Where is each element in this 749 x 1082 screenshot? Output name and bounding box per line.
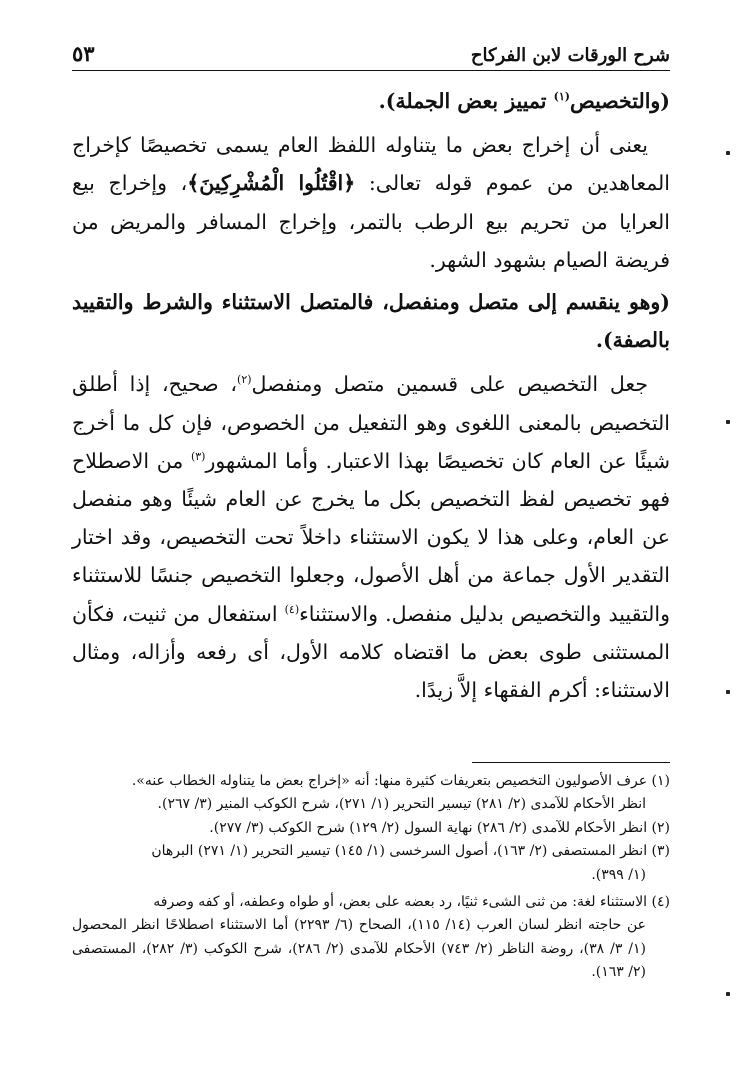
header-rule [72, 70, 670, 71]
commentary-text: يعنى أن إخراج بعض ما يتناوله اللفظ العام يسمى تخصيصًا كإخراج المعاهدين من عموم قوله تعالى: [72, 133, 670, 196]
footnote-ref-2: (٢) [237, 373, 252, 387]
footnote-3-continued: (١/ ٣٩٩). [591, 866, 646, 883]
footnote-1-continued: انظر الأحكام للآمدى (٢/ ٢٨١) تيسير التحرير (١/ ٢٧١)، شرح الكوكب المنير (٣/ ٢٦٧). [157, 796, 646, 813]
footnote-ref-1: (١) [553, 90, 570, 104]
margin-mark [726, 151, 730, 155]
commentary-paragraph-1 [72, 126, 670, 279]
margin-mark [726, 690, 730, 694]
footnote-4: (٤) الاستثناء لغة: من ثنى الشىء ثنيًا، رد بعضه على بعض، أو طواه وعطفه، أو كفه وصرفه [153, 894, 670, 911]
footnote-ref-4: (٤) [284, 602, 300, 616]
footnote-rule [472, 762, 670, 763]
matn-paragraph-2: (وهو ينقسم إلى متصل ومنفصل، فالمتصل الاستثناء والشرط والتقييد بالصفة). [72, 290, 670, 353]
quran-verse: ﴿اقْتُلُوا الْمُشْرِكِينَ﴾ [187, 171, 356, 196]
matn-text: (والتخصيص [569, 89, 670, 113]
commentary-paragraph-2 [72, 365, 670, 709]
main-text [72, 82, 670, 709]
footnote-ref-3: (٣) [190, 450, 206, 463]
page-number: ٥٣ [72, 41, 95, 66]
footnote-4-continued: عن حاجته انظر لسان العرب (١٤/ ١١٥)، الصحاح (٦/ ٢٢٩٣) أما الاستثناء اصطلاحًا انظر المحصول (١/ ٣/ ٣٨)، روضة الناظر (٢/ ٧٤٣) الأحكام للآمدى (٢/ ٢٨٦)، شرح الكوكب (٣/ ٢٨٢)، المستصفى (٢/ ١٦٣). [72, 917, 647, 981]
commentary-text: من الاصطلاح فهو تخصيص لفظ التخصيص بكل ما يخرج عن العام شيئًا وهو منفصل عن العام، وعلى هذا لا يكون الاستثناء داخلاً تحت التخصيص، وقد اختار التقدير الأول جماعة من أهل الأصول، وجعلوا التخصيص جنسًا للاستثناء والتقييد والتخصيص بدليل منفصل. والاستثناء [72, 448, 670, 626]
book-title: شرح الورقات لابن الفركاح [470, 45, 670, 66]
margin-mark [726, 992, 730, 996]
matn-text: تمييز بعض الجملة). [378, 89, 554, 113]
footnote-3: (٣) انظر المستصفى (٢/ ١٦٣)، أصول السرخسى (١/ ١٤٥) تيسير التحرير (١/ ٢٧١) البرهان [151, 843, 670, 860]
commentary-text: استفعال من ثنيت، فكأن المستثنى طوى بعض ما اقتضاه كلامه الأول، أى رفعه وأزاله، ومثال الاستثناء: أكرم الفقهاء إلاَّ زيدًا. [72, 601, 670, 703]
margin-mark [726, 420, 730, 424]
commentary-text: ، وإخراج بيع العرايا من تحريم بيع الرطب بالتمر، وإخراج المسافر والمريض من فريضة الصيام بشهود الشهر. [72, 171, 670, 272]
footnote-2: (٢) انظر الأحكام للآمدى (٢/ ٢٨٦) نهاية السول (٢/ ١٢٩) شرح الكوكب (٣/ ٢٧٧). [209, 819, 670, 836]
matn-paragraph-1 [72, 82, 670, 120]
footnote-1: (١) عرف الأصوليون التخصيص بتعريفات كثيرة منها: أنه «إخراج بعض ما يتناوله الخطاب عنه». [131, 773, 670, 789]
commentary-text: ، صحيح، إذا أطلق التخصيص بالمعنى اللغوى وهو التفعيل من الخصوص، فإن كل ما أخرج شيئًا عن العام كان تخصيصًا بهذا الاعتبار. وأما المشهور [72, 372, 671, 473]
footnotes [72, 770, 670, 985]
running-header [72, 36, 670, 66]
commentary-text: جعل التخصيص على قسمين متصل ومنفصل [251, 372, 648, 397]
